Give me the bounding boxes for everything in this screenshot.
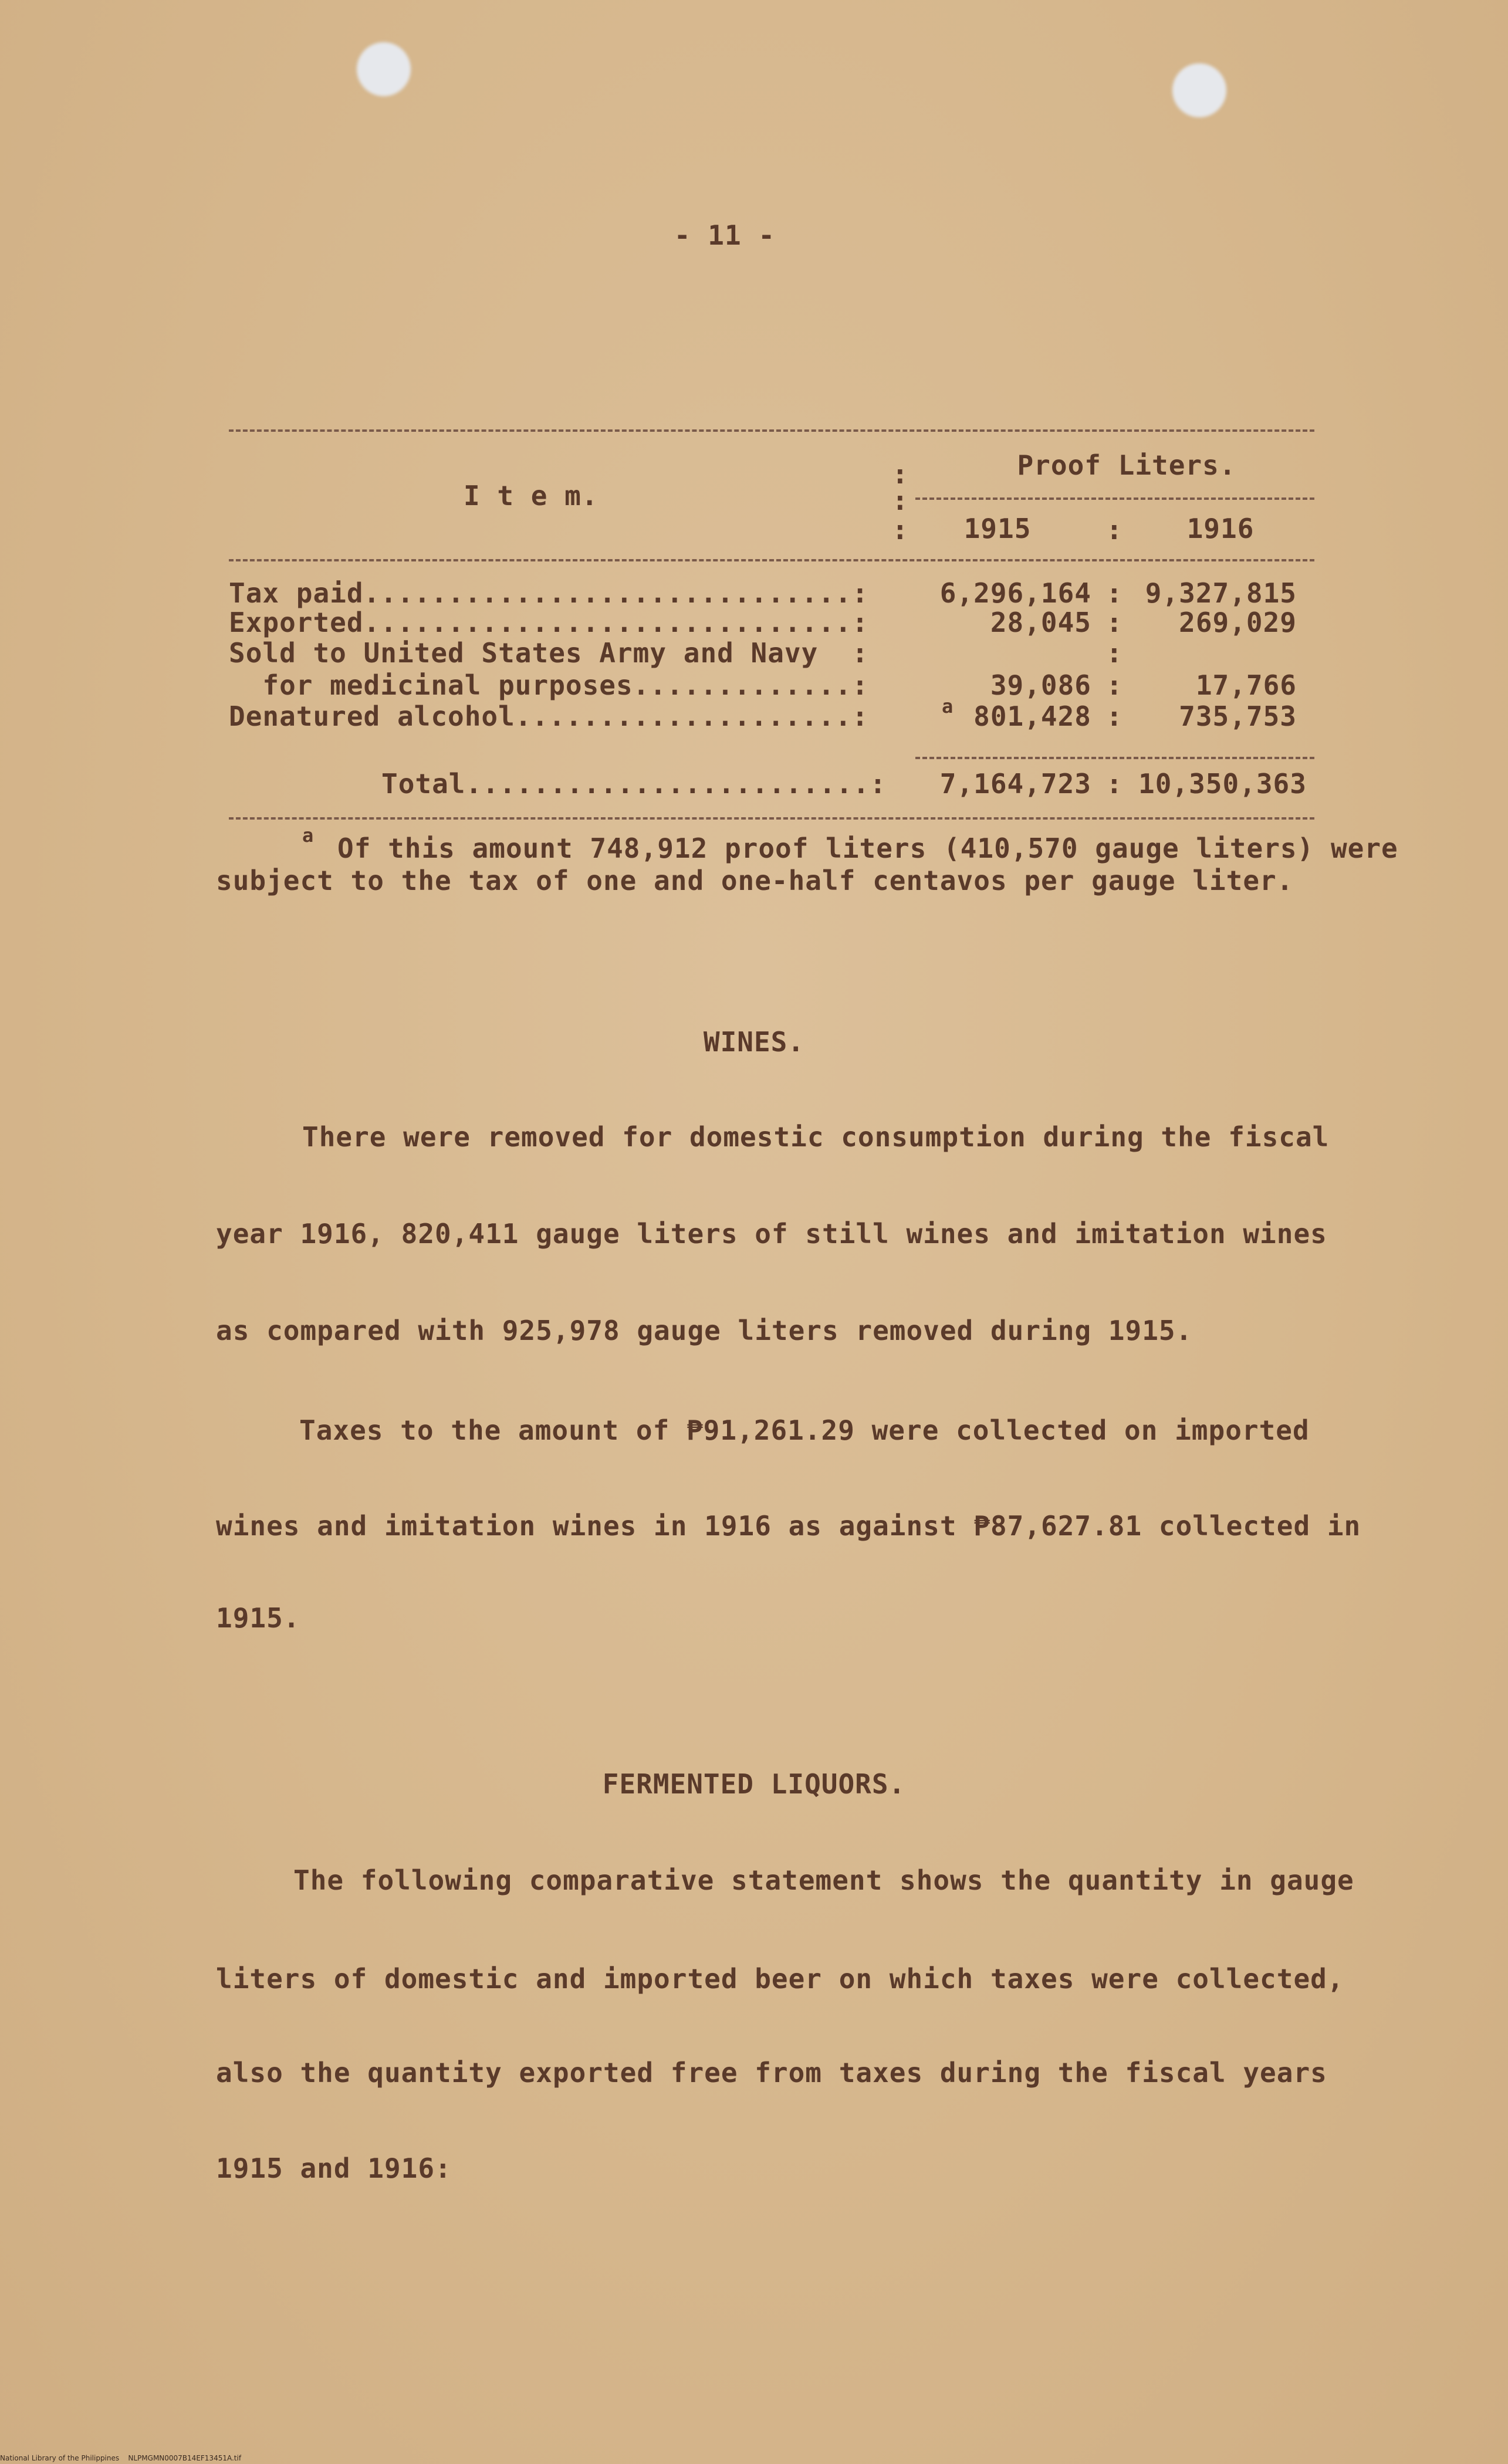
row-separator: : <box>1106 607 1123 638</box>
paragraph-line: wines and imitation wines in 1916 as against ₱87,627.81 collected in <box>216 1510 1361 1542</box>
page-number: - 11 - <box>674 219 776 251</box>
row-value-1915: 801,428 <box>973 700 1091 732</box>
paragraph-line: also the quantity exported free from taxes during the fiscal years <box>216 2057 1327 2089</box>
header-year-1915: 1915 <box>963 513 1032 544</box>
paragraph-line: liters of domestic and imported beer on which taxes were collected, <box>216 1963 1344 1995</box>
row-label: for medicinal purposes.............: <box>229 669 869 701</box>
row-label: Sold to United States Army and Navy : <box>229 637 869 669</box>
row-label: Tax paid.............................: <box>229 577 869 609</box>
header-separator: : <box>892 458 909 490</box>
header-bottom-rule <box>229 559 1314 561</box>
row-label: Denatured alcohol....................: <box>229 700 869 732</box>
paragraph-line: 1915. <box>216 1602 300 1634</box>
row-value-1915: 6,296,164 <box>939 577 1091 609</box>
section-heading-fermented-liquors: FERMENTED LIQUORS. <box>602 1768 906 1800</box>
total-sum-rule <box>915 757 1314 759</box>
total-value-1915: 7,164,723 <box>939 768 1091 800</box>
header-separator: : <box>1106 514 1123 546</box>
punch-hole <box>357 42 411 96</box>
footnote-line: subject to the tax of one and one-half centavos per gauge liter. <box>216 865 1294 896</box>
total-separator: : <box>1106 768 1123 800</box>
header-item: I t e m. <box>464 480 599 512</box>
row-value-1916: 17,766 <box>1195 669 1297 701</box>
paragraph-line: as compared with 925,978 gauge liters removed during 1915. <box>216 1315 1193 1346</box>
row-value-1915: 39,086 <box>990 669 1091 701</box>
total-value-1916: 10,350,363 <box>1138 768 1307 800</box>
header-separator: : <box>892 514 909 546</box>
paragraph-line: The following comparative statement shows the quantity in gauge <box>293 1864 1354 1896</box>
row-separator: : <box>1106 700 1123 732</box>
row-label: Exported.............................: <box>229 607 869 638</box>
total-label: Total........................: <box>381 768 887 800</box>
header-sub-rule <box>915 497 1314 500</box>
paragraph-line: year 1916, 820,411 gauge liters of still wines and imitation wines <box>216 1218 1327 1250</box>
header-year-1916: 1916 <box>1186 513 1255 544</box>
row-value-1915: 28,045 <box>990 607 1091 638</box>
row-separator: : <box>1106 669 1123 701</box>
header-proof-liters: Proof Liters. <box>1017 449 1236 481</box>
row-separator: : <box>1106 637 1123 669</box>
footnote-mark: a <box>942 695 954 717</box>
footnote-line: Of this amount 748,912 proof liters (410,570 gauge liters) were <box>337 832 1398 864</box>
punch-hole <box>1172 63 1226 117</box>
footnote-mark: a <box>302 824 315 847</box>
table-bottom-rule <box>229 817 1314 820</box>
table-top-rule <box>229 429 1314 432</box>
paragraph-line: Taxes to the amount of ₱91,261.29 were collected on imported <box>299 1414 1310 1446</box>
paragraph-line: There were removed for domestic consumption during the fiscal <box>302 1121 1330 1153</box>
scan-footer: National Library of the Philippines NLPMGMN0007B14EF13451A.tif <box>0 2454 242 2462</box>
row-value-1916: 269,029 <box>1179 607 1297 638</box>
row-value-1916: 9,327,815 <box>1145 577 1297 609</box>
row-value-1916: 735,753 <box>1179 700 1297 732</box>
row-separator: : <box>1106 577 1123 609</box>
paragraph-line: 1915 and 1916: <box>216 2152 452 2184</box>
header-separator: : <box>892 485 909 516</box>
section-heading-wines: WINES. <box>703 1026 805 1058</box>
